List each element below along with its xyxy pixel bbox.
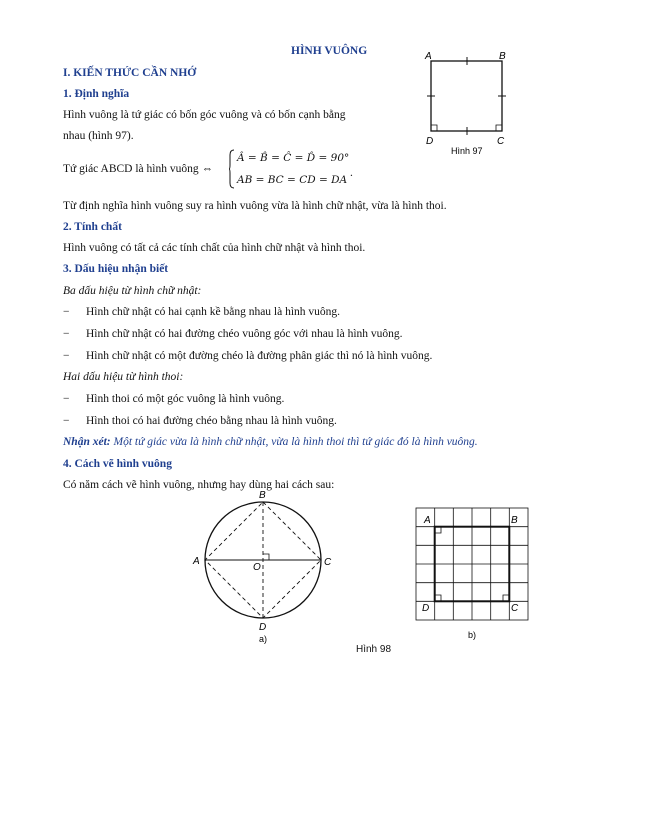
formula-sides: AB = BC = CD = DA [237,174,348,186]
figure-98b-label: b) [468,630,477,640]
page-title: HÌNH VUÔNG [291,45,368,57]
point-c: C [324,557,332,568]
bullet-dash: − [63,415,70,427]
list-item: Hình chữ nhật có hai đường chéo vuông góc với nhau là hình vuông. [86,328,403,340]
point-c: C [511,603,519,614]
bullet-dash: − [63,328,70,340]
vertex-b: B [499,51,506,62]
point-b: B [511,515,518,526]
section-heading-knowledge: I. KIẾN THỨC CẦN NHỚ [63,67,197,79]
heading-properties: 2. Tính chất [63,221,122,233]
point-o: O [253,562,261,573]
figure-98a [190,488,340,648]
bullet-dash: − [63,350,70,362]
drawing-text: Có năm cách vẽ hình vuông, nhưng hay dùng hai cách sau: [63,479,335,491]
point-d: D [422,603,430,614]
bullet-dash: − [63,306,70,318]
figure-97-caption: Hình 97 [451,146,483,156]
heading-definition: 1. Định nghĩa [63,88,130,100]
list-item: Hình thoi có hai đường chéo bằng nhau là hình vuông. [86,415,337,427]
figure-98a-label: a) [259,634,268,644]
vertex-d: D [426,136,434,147]
definition-line-2: nhau (hình 97). [63,130,134,142]
list-item: Hình chữ nhật có hai cạnh kề bằng nhau là hình vuông. [86,306,341,318]
formula-prefix: Tứ giác ABCD là hình vuông ⇔ [63,163,213,175]
bullet-dash: − [63,393,70,405]
figure-97 [420,48,520,158]
formula-brace [229,149,235,189]
properties-text: Hình vuông có tất cả các tính chất của hình chữ nhật và hình thoi. [63,242,366,254]
list-item: Hình chữ nhật có một đường chéo là đường phân giác thì nó là hình vuông. [86,350,433,362]
definition-note: Từ định nghĩa hình vuông suy ra hình vuông vừa là hình chữ nhật, vừa là hình thoi. [63,200,447,212]
point-a: A [193,556,200,567]
point-d: D [259,622,267,633]
figure-98b [412,506,532,646]
remark [63,435,478,449]
square-abcd [431,61,502,131]
point-a: A [424,515,431,526]
formula-angles: Â = B̂ = Ĉ = D̂ = 90° [237,152,350,164]
remark-text: Một tứ giác vừa là hình chữ nhật, vừa là hình thoi thì tứ giác đó là hình vuông. [110,436,478,448]
heading-drawing: 4. Cách vẽ hình vuông [63,458,172,470]
recognition-sub-1: Ba dấu hiệu từ hình chữ nhật: [63,285,202,297]
heading-recognition: 3. Dấu hiệu nhận biết [63,263,169,275]
figure-98-caption: Hình 98 [356,644,392,655]
vertex-c: C [497,136,505,147]
point-b: B [259,490,266,501]
list-item: Hình thoi có một góc vuông là hình vuông. [86,393,285,405]
recognition-sub-2: Hai dấu hiệu từ hình thoi: [63,371,184,383]
definition-line-1: Hình vuông là tứ giác có bốn góc vuông và có bốn cạnh bằng [63,109,346,121]
formula-end: . [350,167,353,179]
remark-label: Nhận xét: [63,436,111,448]
vertex-a: A [425,51,432,62]
